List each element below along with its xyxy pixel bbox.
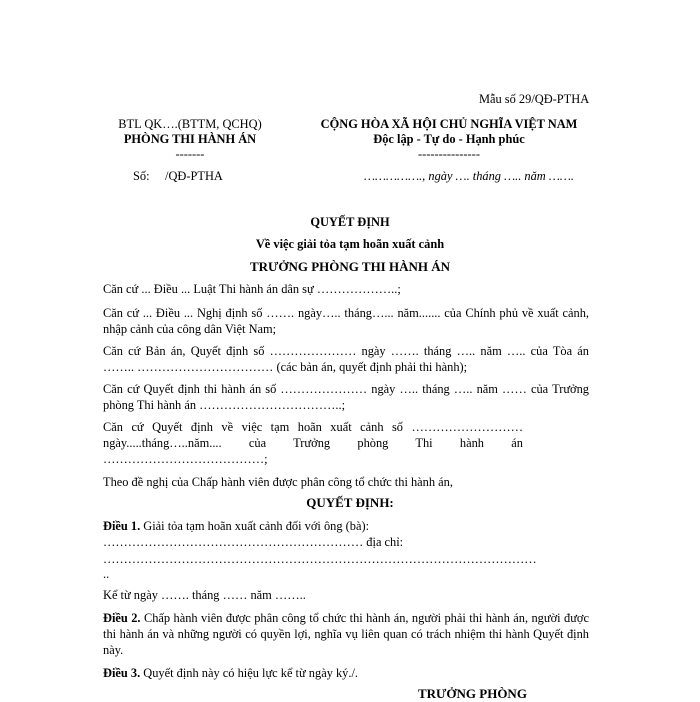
article-1-label: Điều 1.: [103, 519, 141, 533]
legal-basis-5: Căn cứ Quyết định về việc tạm hoãn xuất cảnh số ……………………… ngày.....tháng…..năm.... của Trưởng phòng Thi hành án …………………………………;: [103, 420, 523, 466]
signature-title: TRƯỞNG PHÒNG: [418, 686, 527, 701]
article-1: [103, 518, 369, 534]
document-title: QUYẾT ĐỊNH: [310, 215, 390, 229]
article-3-text: Quyết định này có hiệu lực kể từ ngày ký./.: [140, 666, 359, 680]
legal-basis-4: Căn cứ Quyết định thi hành án số ………………… ngày ….. tháng ….. năm …… của Trưởng phòng Thi hành án ……………………………..;: [103, 382, 589, 412]
article-1-text: Giải tỏa tạm hoãn xuất cảnh đối với ông (bà):: [140, 519, 370, 533]
decision-heading: QUYẾT ĐỊNH:: [306, 495, 394, 510]
article-1-name-line: ……………………………………………………… địa chỉ:: [103, 535, 404, 549]
issuing-authority: TRƯỞNG PHÒNG THI HÀNH ÁN: [249, 259, 451, 274]
document-subject: Về việc giải tỏa tạm hoãn xuất cảnh: [255, 237, 445, 251]
article-2: [103, 610, 589, 658]
document-number: Số: /QĐ-PTHA: [133, 169, 223, 183]
article-2-text: Chấp hành viên được phân công tổ chức thi hành án, người phải thi hành án, người được thi hành án và những người có quyền lợi, nghĩa vụ liên quan có trách nhiệm thi hành Quyết định này.: [103, 611, 589, 657]
article-3-label: Điều 3.: [103, 666, 141, 680]
legal-basis-3: Căn cứ Bản án, Quyết định số ………………… ngày ……. tháng ….. năm ….. của Tòa án …….. …………………………… (các bản án, quyết định phải thi hành);: [103, 344, 589, 374]
article-1-effective-date: Kể từ ngày ……. tháng …… năm ……..: [103, 588, 306, 602]
country-name: CỘNG HÒA XÃ HỘI CHỦ NGHĨA VIỆT NAM: [320, 117, 578, 131]
place-date-line: ……………., ngày …. tháng ….. năm …….: [364, 169, 574, 183]
article-1-address-tail: ..: [103, 567, 110, 581]
form-number: Mẫu số 29/QĐ-PTHA: [479, 92, 590, 106]
legal-basis-2: Căn cứ ... Điều ... Nghị định số ……. ngày….. tháng…... năm....... của Chính phủ về xuất cảnh, nhập cảnh của công dân Việt Nam;: [103, 306, 589, 336]
issuing-office: PHÒNG THI HÀNH ÁN: [123, 132, 257, 146]
military-unit: BTL QK….(BTTM, QCHQ): [118, 117, 262, 131]
article-3: [103, 665, 358, 681]
national-motto: Độc lập - Tự do - Hạnh phúc: [373, 132, 525, 146]
left-divider: -------: [175, 147, 205, 161]
proposal-line: Theo đề nghị của Chấp hành viên được phân công tổ chức thi hành án,: [103, 475, 453, 489]
article-2-label: Điều 2.: [103, 611, 141, 625]
right-divider: ---------------: [418, 147, 480, 161]
legal-basis-1: Căn cứ ... Điều ... Luật Thi hành án dân sự ………………..;: [103, 282, 401, 296]
article-1-address-line: ……………………………………………………………………………………………: [103, 552, 537, 566]
